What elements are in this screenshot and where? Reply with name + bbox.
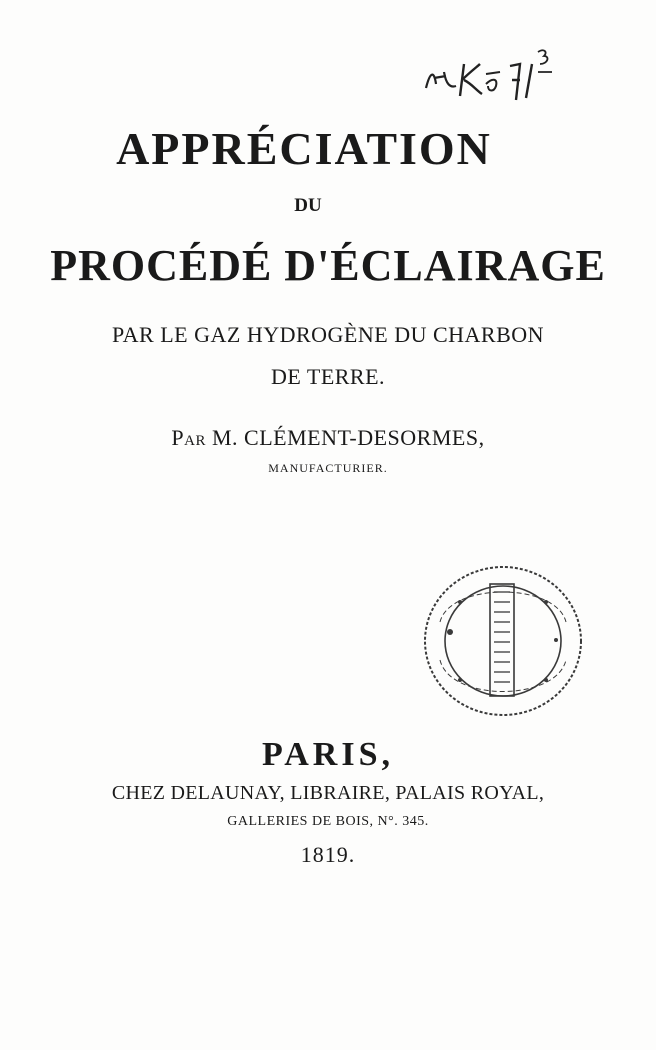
imprint-publisher: CHEZ DELAUNAY, LIBRAIRE, PALAIS ROYAL,: [111, 782, 545, 804]
author-prefix: Par: [171, 425, 206, 450]
imprint-year: 1819.: [300, 842, 356, 867]
title-line-3: PROCÉDÉ D'ÉCLAIRAGE: [50, 241, 606, 290]
author-name: M. CLÉMENT-DESORMES,: [211, 425, 485, 450]
shelfmark-script-icon: [420, 44, 600, 104]
subtitle-line-1: PAR LE GAZ HYDROGÈNE DU CHARBON: [111, 322, 545, 347]
title-line-2: DU: [294, 195, 322, 216]
handwritten-shelfmark: [420, 44, 600, 104]
subtitle-line-2: DE TERRE.: [270, 364, 386, 389]
author-line: [0, 425, 656, 451]
library-stamp-icon: [420, 562, 586, 720]
library-stamp: [420, 562, 586, 720]
imprint-address: GALLERIES DE BOIS, N°. 345.: [227, 814, 429, 829]
author-role: MANUFACTURIER.: [268, 461, 388, 475]
title-line-1: APPRÉCIATION: [116, 123, 492, 174]
imprint-city: PARIS,: [262, 736, 394, 773]
